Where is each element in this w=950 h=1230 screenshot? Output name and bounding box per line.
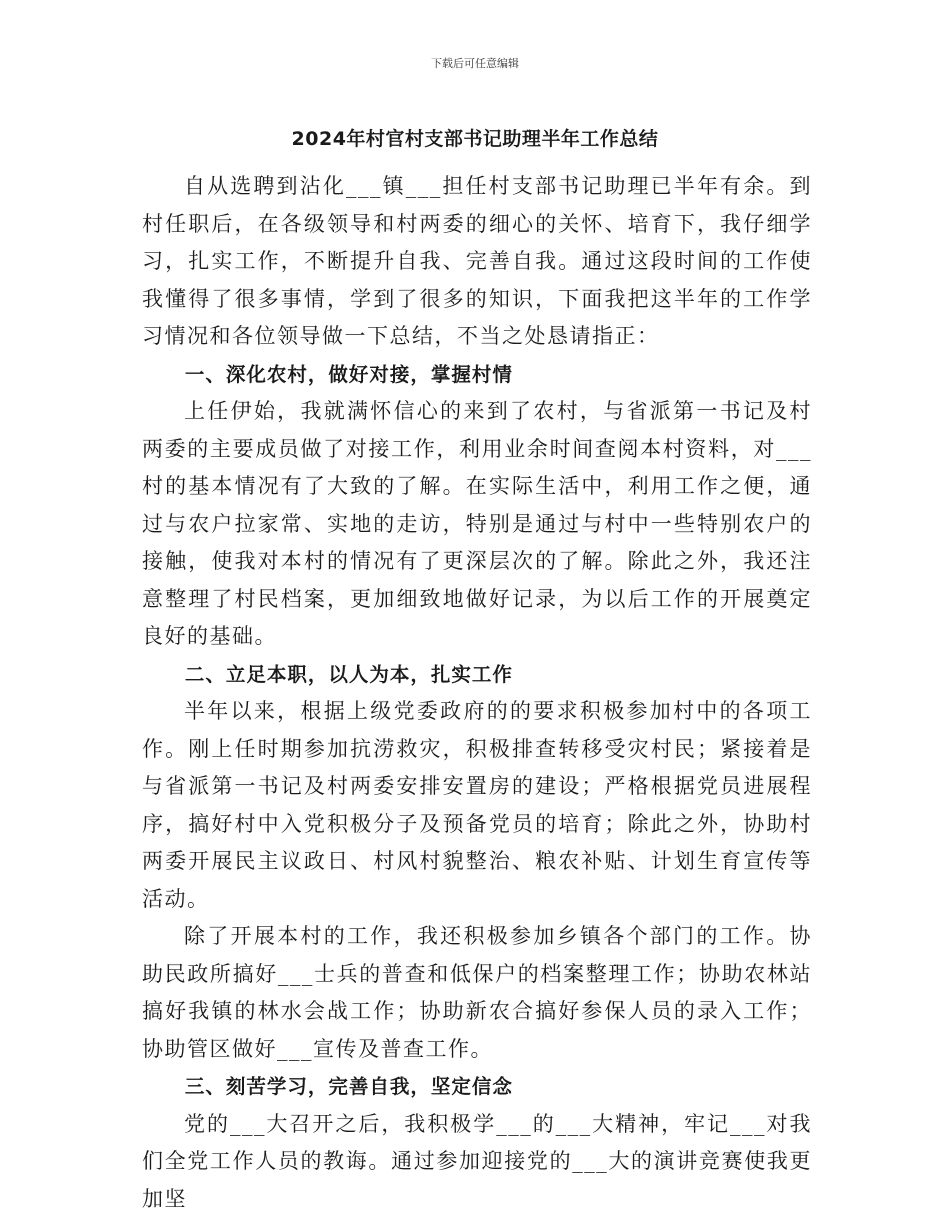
paragraph: 自从选聘到沾化___镇___担任村支部书记助理已半年有余。到村任职后，在各级领导和村两委的细心的关怀、培育下，我仔细学习，扎实工作，不断提升自我、完善自我。通过这段时间的工作使我懂得了很多事情，学到了很多的知识，下面我把这半年的工作学习情况和各位领导做一下总结，不当之处恳请指正： [142,174,812,348]
paragraph: 除了开展本村的工作，我还积极参加乡镇各个部门的工作。协助民政所搞好___士兵的普查和低保户的档案整理工作；协助农林站搞好我镇的林水会战工作；协助新农合搞好参保人员的录入工作；协助管区做好___宣传及普查工作。 [142,924,812,1061]
paragraph: 半年以来，根据上级党委政府的的要求积极参加村中的各项工作。刚上任时期参加抗涝救灾，积极排查转移受灾村民；紧接着是与省派第一书记及村两委安排安置房的建设；严格根据党员进展程序，搞好村中入党积极分子及预备党员的培育；除此之外，协助村两委开展民主议政日、村风村貌整治、粮农补贴、计划生育宣传等活动。 [142,699,812,911]
header-note: 下载后可任意编辑 [431,57,519,70]
section-heading: 一、深化农村，做好对接，掌握村情 [184,362,513,386]
document-title: 2024年村官村支部书记助理半年工作总结 [291,128,659,150]
paragraph: 党的___大召开之后，我积极学___的___大精神，牢记___对我们全党工作人员的教诲。通过参加迎接党的___大的演讲竞赛使我更加坚 [142,1111,812,1211]
paragraph: 上任伊始，我就满怀信心的来到了农村，与省派第一书记及村两委的主要成员做了对接工作，利用业余时间查阅本村资料，对___村的基本情况有了大致的了解。在实际生活中，利用工作之便，通过与农户拉家常、实地的走访，特别是通过与村中一些特别农户的接触，使我对本村的情况有了更深层次的了解。除此之外，我还注意整理了村民档案，更加细致地做好记录，为以后工作的开展奠定良好的基础。 [142,399,812,648]
document-body [142,168,812,1218]
section-heading: 三、刻苦学习，完善自我，坚定信念 [184,1075,513,1098]
section-heading: 二、立足本职，以人为本，扎实工作 [184,662,513,686]
